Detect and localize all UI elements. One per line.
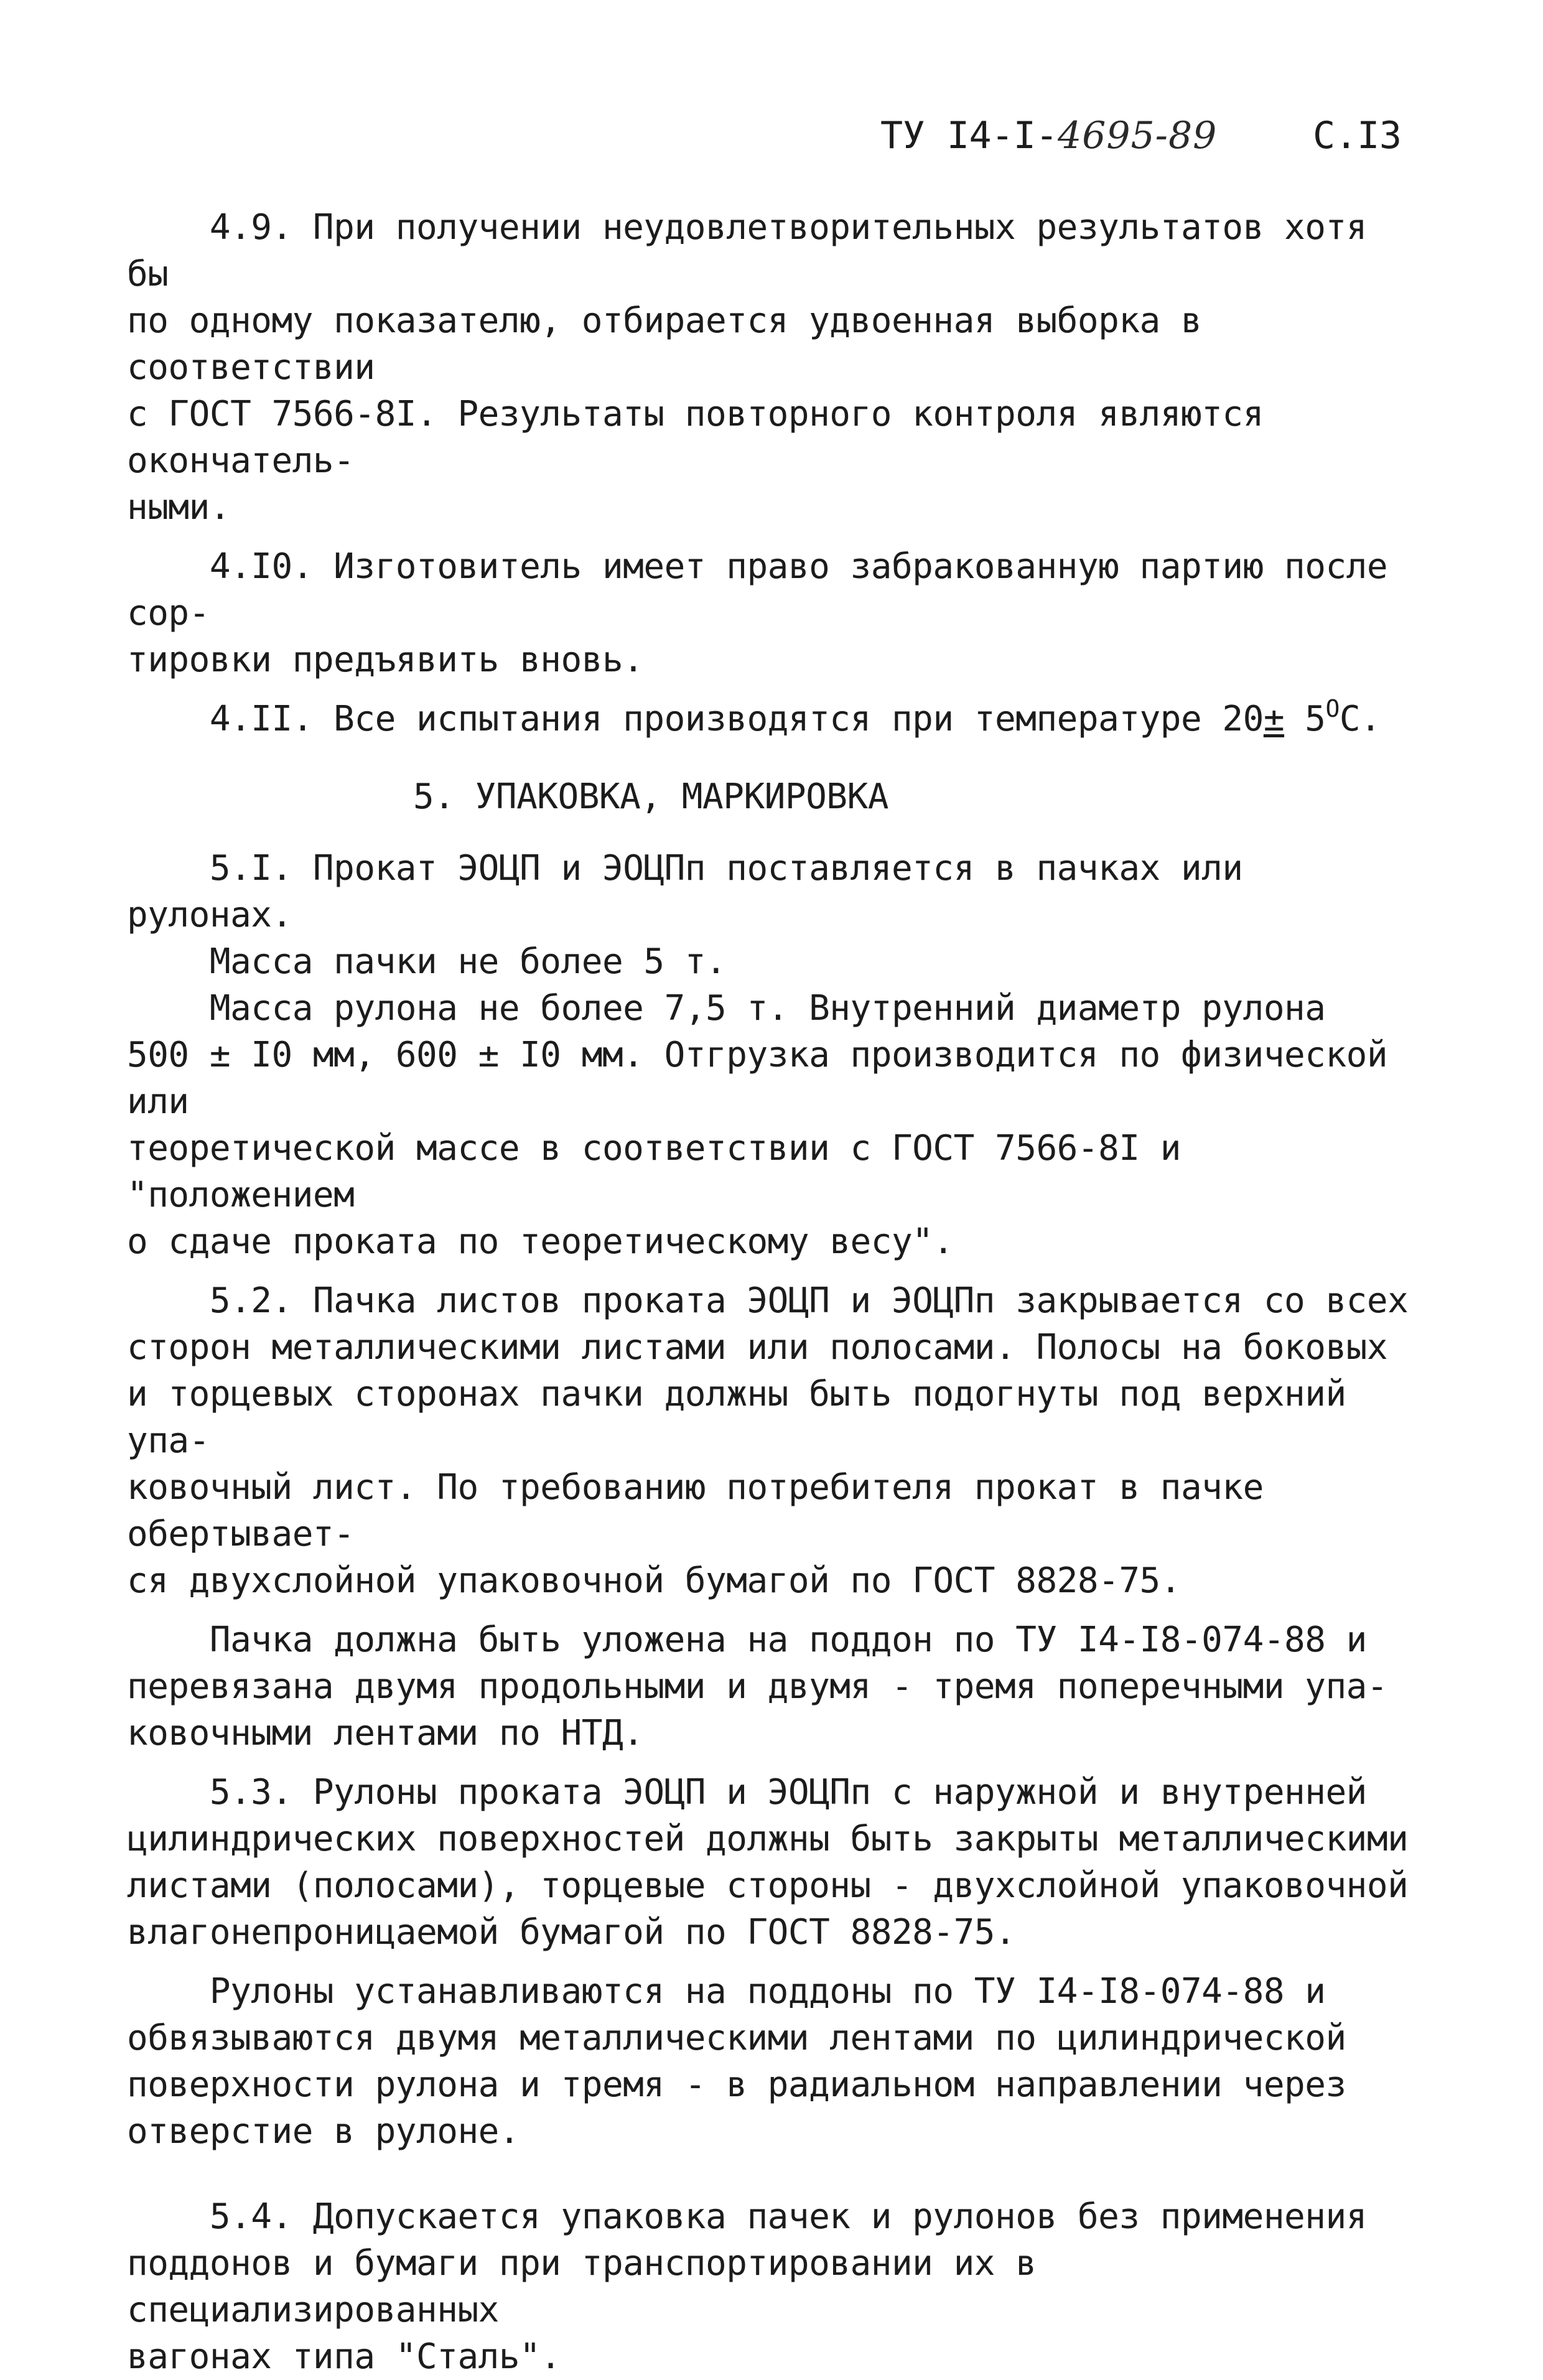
section-5-title: 5. УПАКОВКА, МАРКИРОВКА	[413, 777, 888, 817]
paragraph-4-9: 4.9. При получении неудовлетворительных результатов хотя бы по одному показателю, отбирается удвоенная выборка в соответствии с ГОСТ 7566-8I. Результаты повторного контроля являются окончатель- ными.	[127, 207, 1367, 528]
paragraph-4-10: 4.I0. Изготовитель имеет право забракованную партию после сор- тировки предъявить вновь.	[127, 546, 1388, 680]
document-body	[127, 204, 1421, 2380]
document-code	[880, 111, 1217, 161]
paragraph-5-4: 5.4. Допускается упаковка пачек и рулонов без применения поддонов и бумаги при транспортировании их в специализированных вагонах типа "Сталь".	[127, 2196, 1367, 2377]
paragraph-5-3: 5.3. Рулоны проката ЭОЦП и ЭОЦПп с наружной и внутренней цилиндрических поверхностей должны быть закрыты металлическими листами (полосами), торцевые стороны - двухслойной упаковочной влагонепроницаемой бумагой по ГОСТ 8828-75.	[127, 1772, 1409, 1953]
document-code-handwritten-number: 4695-89	[1057, 114, 1218, 157]
paragraph-5-3-continued: Рулоны устанавливаются на поддоны по ТУ I4-I8-074-88 и обвязываются двумя металлическими лентами по цилиндрической поверхности рулона и тремя - в радиальном направлении через отверстие в рулоне.	[127, 1971, 1346, 2152]
paragraph-4-11-unit: С.	[1339, 699, 1381, 739]
paragraph-4-11-value: 5	[1284, 699, 1326, 739]
document-code-prefix: ТУ I4-I-	[880, 114, 1058, 157]
paragraph-5-2: 5.2. Пачка листов проката ЭОЦП и ЭОЦПп закрывается со всех сторон металлическими листами или полосами. Полосы на боковых и торцевых сторонах пачки должны быть подогнуты под верхний упа- ковочный лист. По требованию потребителя прокат в пачке обертывает- ся двухслойной упаковочной бумагой по ГОСТ 8828-75.	[127, 1281, 1409, 1601]
degree-superscript: О	[1325, 695, 1340, 722]
page-number: С.I3	[1313, 114, 1402, 157]
paragraph-4-11-text: 4.II. Все испытания производятся при температуре 20	[127, 699, 1264, 739]
paragraph-5-1: 5.I. Прокат ЭОЦП и ЭОЦПп поставляется в пачках или рулонах. Масса пачки не более 5 т. Масса рулона не более 7,5 т. Внутренний диаметр рулона 500 ± I0 мм, 600 ± I0 мм. Отгрузка производится по физической или теоретической массе в соответствии с ГОСТ 7566-8I и "положением о сдаче проката по теоретическому весу".	[127, 848, 1388, 1262]
paragraph-5-2-continued: Пачка должна быть уложена на поддон по ТУ I4-I8-074-88 и перевязана двумя продольными и двумя - тремя поперечными упа- ковочными лентами по НТД.	[127, 1620, 1388, 1753]
paragraph-4-11	[127, 696, 1421, 742]
plus-minus-sign: ±	[1263, 699, 1285, 739]
